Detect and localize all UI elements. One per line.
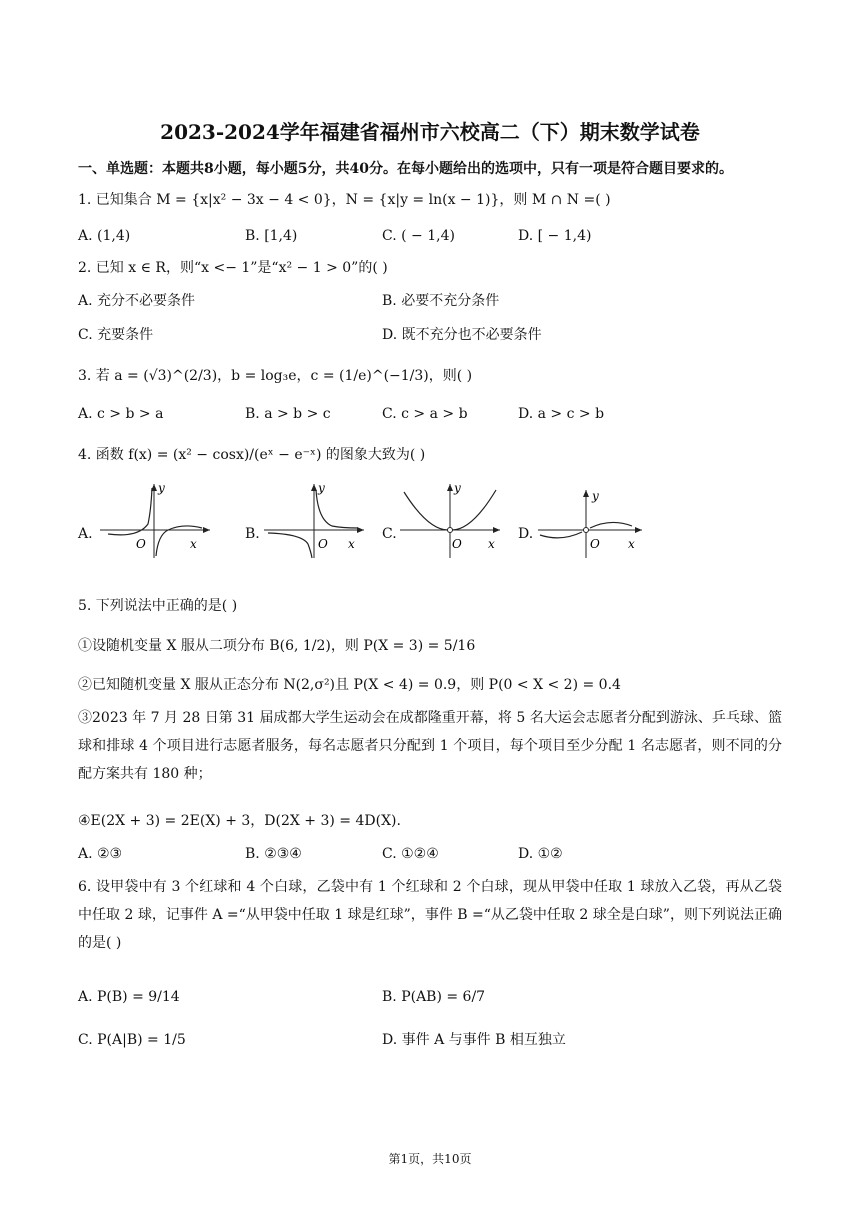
- q2-option-b: B. 必要不充分条件: [382, 293, 500, 309]
- question-1-stem: 1. 已知集合 M = {x|x² − 3x − 4 < 0}，N = {x|y = ln(x − 1)}，则 M ∩ N =( ): [78, 192, 611, 208]
- q5-statement-3: ③2023 年 7 月 28 日第 31 届成都大学生运动会在成都隆重开幕，将 5 名大运会志愿者分配到游泳、乒乓球、篮球和排球 4 个项目进行志愿者服务，每名志愿者只分配到 1 个项目，每个项目至少分配 1 名志愿者，则不同的分配方案共有 180 种；: [78, 710, 782, 782]
- q6-option-a: A. P(B) = 9/14: [78, 989, 180, 1005]
- q4-b-y-label: y: [318, 481, 325, 495]
- q3-option-d: D. a > c > b: [518, 406, 605, 422]
- q4-b-origin-label: O: [318, 537, 328, 551]
- q4-option-c-label: C.: [382, 526, 397, 542]
- q1-option-a: A. (1,4): [78, 228, 131, 244]
- q4-d-origin-label: O: [590, 537, 600, 551]
- question-6-stem: 6. 设甲袋中有 3 个红球和 4 个白球，乙袋中有 1 个红球和 2 个白球，现从甲袋中任取 1 球放入乙袋，再从乙袋中任取 2 球，记事件 A =“从甲袋中任取 1 球是红球”，事件 B =“从乙袋中任取 2 球全是白球”，则下列说法正确的是( ): [78, 879, 782, 951]
- q5-option-b: B. ②③④: [245, 846, 302, 862]
- q6-option-c: C. P(A|B) = 1/5: [78, 1032, 186, 1048]
- q4-option-d-label: D.: [518, 526, 534, 542]
- q4-graph-a: [98, 480, 218, 560]
- section-heading: 一、单选题：本题共8小题，每小题5分，共40分。在每小题给出的选项中，只有一项是符合题目要求的。: [78, 161, 733, 177]
- q4-a-origin-label: O: [136, 537, 146, 551]
- q6-option-d: D. 事件 A 与事件 B 相互独立: [382, 1032, 566, 1048]
- q5-statement-2: ②已知随机变量 X 服从正态分布 N(2,σ²)且 P(X < 4) = 0.9，则 P(0 < X < 2) = 0.4: [78, 677, 621, 693]
- q4-option-b-label: B.: [245, 526, 260, 542]
- q2-option-c: C. 充要条件: [78, 327, 154, 343]
- q4-c-x-label: x: [488, 537, 495, 551]
- q5-option-d: D. ①②: [518, 846, 563, 862]
- q6-option-b: B. P(AB) = 6/7: [382, 989, 486, 1005]
- q3-option-b: B. a > b > c: [245, 406, 331, 422]
- q4-graph-c: [398, 480, 508, 560]
- q4-a-x-label: x: [190, 537, 197, 551]
- q4-c-origin-label: O: [452, 537, 462, 551]
- q4-b-x-label: x: [348, 537, 355, 551]
- question-2-stem: 2. 已知 x ∈ R，则“x <− 1”是“x² − 1 > 0”的( ): [78, 260, 388, 276]
- question-3-stem: 3. 若 a = (√3)^(2/3)，b = log₃e，c = (1/e)^(−1/3)，则( ): [78, 368, 473, 384]
- q5-statement-1: ①设随机变量 X 服从二项分布 B(6, 1/2)，则 P(X = 3) = 5/16: [78, 638, 476, 654]
- q4-c-y-label: y: [454, 481, 461, 495]
- q4-a-y-label: y: [158, 481, 165, 495]
- question-4-stem: 4. 函数 f(x) = (x² − cosx)/(eˣ − e⁻ˣ) 的图象大致为( ): [78, 447, 426, 463]
- q5-option-a: A. ②③: [78, 846, 123, 862]
- question-5-stem: 5. 下列说法中正确的是( ): [78, 598, 238, 614]
- q3-option-c: C. c > a > b: [382, 406, 468, 422]
- q4-graph-d: [536, 480, 648, 560]
- q2-option-d: D. 既不充分也不必要条件: [382, 327, 542, 343]
- q5-statement-4: ④E(2X + 3) = 2E(X) + 3，D(2X + 3) = 4D(X).: [78, 813, 401, 829]
- q1-option-c: C. ( − 1,4): [382, 228, 455, 244]
- q1-option-d: D. [ − 1,4): [518, 228, 592, 244]
- q5-option-c: C. ①②④: [382, 846, 439, 862]
- q1-option-b: B. [1,4): [245, 228, 298, 244]
- q4-option-a-label: A.: [78, 526, 93, 542]
- page-footer: 第1页，共10页: [388, 1152, 472, 1166]
- page-title: 2023-2024学年福建省福州市六校高二（下）期末数学试卷: [160, 120, 700, 144]
- q4-d-x-label: x: [628, 537, 635, 551]
- q3-option-a: A. c > b > a: [78, 406, 164, 422]
- q4-graph-b: [262, 480, 372, 560]
- q4-d-y-label: y: [592, 489, 599, 503]
- q2-option-a: A. 充分不必要条件: [78, 293, 196, 309]
